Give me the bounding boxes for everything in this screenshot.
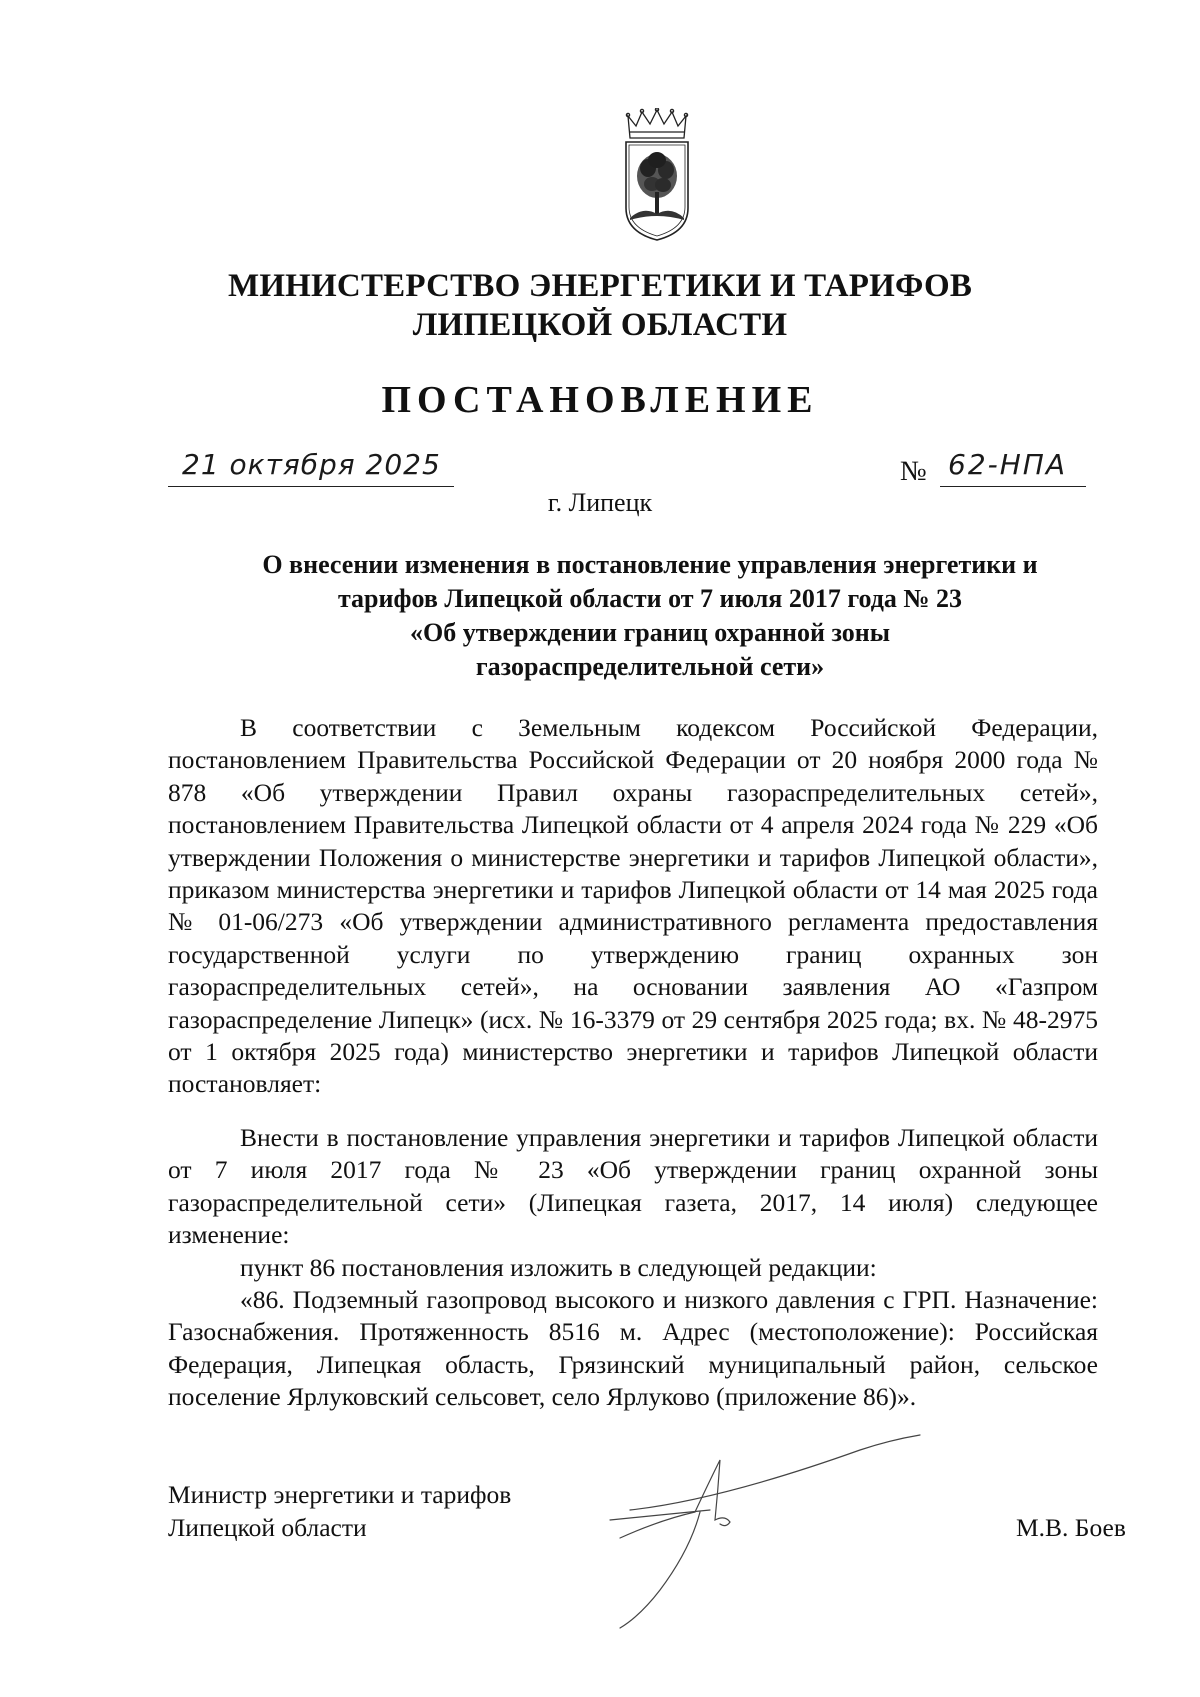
signatory-name: М.В. Боев [1016,1513,1126,1542]
organization-name-line2: ЛИПЕЦКОЙ ОБЛАСТИ [412,307,788,343]
subject-line: газораспределительной сети» [475,652,825,681]
subject-line: «Об утверждении границ охранной зоны [409,618,891,647]
subject-line: О внесении изменения в постановление управления энергетики и [262,550,1038,579]
preamble-paragraph: В соответствии с Земельным кодексом Российской Федерации, постановлением Правительства Российской Федерации от 20 ноября 2000 года № 878 «Об утверждении Правил охраны газораспределительных сетей», постановлением Правительства Липецкой области от 4 апреля 2024 года № 229 «Об утверждении Положения о министерстве энергетики и тарифов Липецкой области», приказом министерства энергетики и тарифов Липецкой области от 14 мая 2025 года № 01-06/273 «Об утверждении административного регламента предоставления государственной услуги по утверждению границ охранных зон газораспределительных сетей», на основании заявления АО «Газпром газораспределение Липецк» (исх. № 16-3379 от 29 сентября 2025 года; вх. № 48-2975 от 1 октября 2025 года) министерство энергетики и тарифов Липецкой области постановляет: [168,713,1098,1099]
document-number: 62-НПА [948,448,1067,481]
organization-name-line1: МИНИСТЕРСТВО ЭНЕРГЕТИКИ И ТАРИФОВ [227,268,973,304]
coat-of-arms-icon [618,108,696,244]
signatory-title-line2: Липецкой области [168,1513,367,1542]
document-type-title: ПОСТАНОВЛЕНИЕ [381,379,819,421]
resolution-paragraph: Внести в постановление управления энергетики и тарифов Липецкой области от 7 июля 2017 года № 23 «Об утверждении границ охранной зоны газораспределительной сети» (Липецкая газета, 2017, 14 июля) следующее изменение: [168,1123,1098,1250]
number-sign: № [900,456,927,487]
subject-line: тарифов Липецкой области от 7 июля 2017 года № 23 [337,584,963,613]
document-city: г. Липецк [547,488,653,517]
handwritten-signature [600,1420,960,1640]
signatory-title-line1: Министр энергетики и тарифов [168,1480,512,1509]
document-date: 21 октября 2025 [182,448,441,481]
amendment-text-paragraph: «86. Подземный газопровод высокого и низкого давления с ГРП. Назначение: Газоснабжения. Протяженность 8516 м. Адрес (местоположение): Российская Федерация, Липецкая область, Грязинский муниципальный район, сельское поселение Ярлуковский сельсовет, село Ярлуково (приложение 86)». [168,1285,1098,1412]
date-underline [168,486,454,487]
document-subject [200,548,1100,684]
amendment-intro-paragraph: пункт 86 постановления изложить в следующей редакции: [240,1253,877,1282]
number-underline [940,486,1086,487]
